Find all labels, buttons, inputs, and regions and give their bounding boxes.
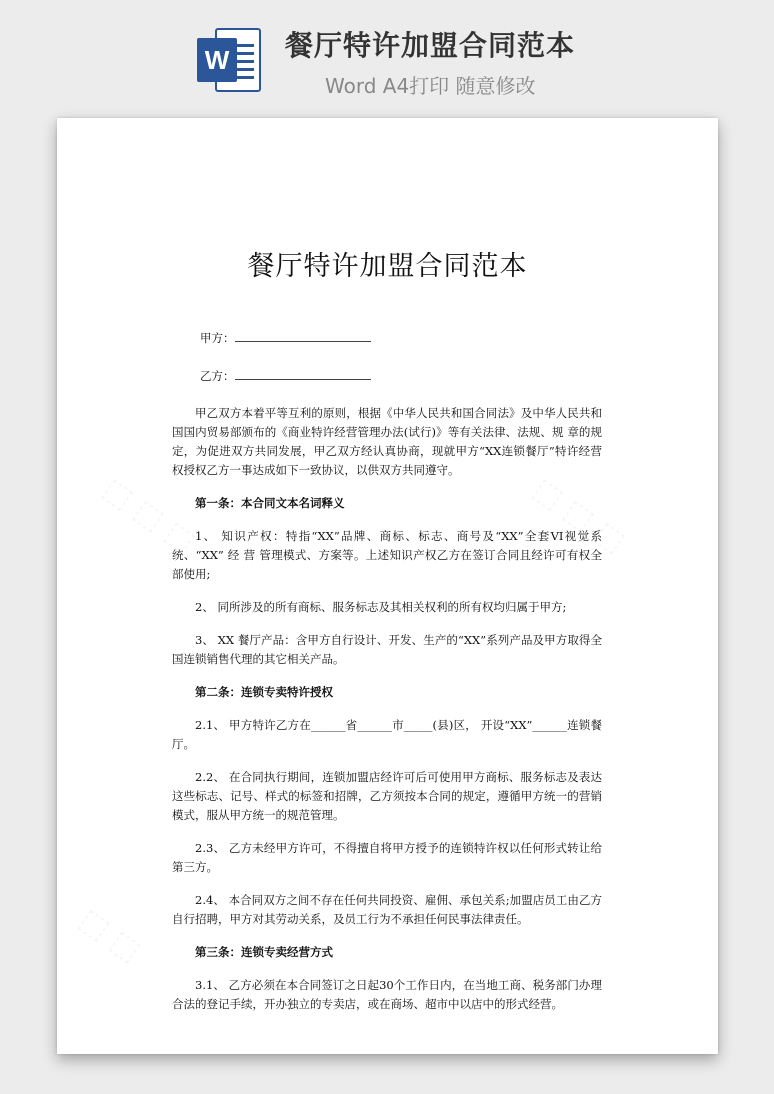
section-2-heading: 第二条：连锁专卖特许授权 (195, 685, 333, 699)
intro-paragraph: 甲乙双方本着平等互利的原则，根据《中华人民共和国合同法》及中华人民共和国国内贸易部颁布的《商业特许经营管理办法(试行)》等有关法律、法规、规 章的规定，为促进双方共同发展，甲乙双方经认真协商，现就甲方“XX连锁餐厅”特许经营权授权乙方一事达成如下一致协议，以供双方共同遵守。 (172, 406, 602, 477)
section-2-paragraph: 2.2、 在合同执行期间，连锁加盟店经许可后可使用甲方商标、服务标志及表达这些标志、记号、样式的标签和招牌，乙方须按本合同的规定，遵循甲方统一的营销模式，服从甲方统一的规范管理。 (172, 770, 602, 822)
document-page (57, 118, 718, 1054)
word-letter-badge: W (197, 38, 237, 82)
party-b-blank[interactable] (235, 366, 371, 380)
party-b-line (200, 366, 602, 386)
document-title: 餐厅特许加盟合同范本 (247, 251, 528, 282)
watermark (73, 902, 147, 969)
section-2-paragraph: 2.1、 甲方特许乙方在______省______市_____(县)区， 开设“XX”______连锁餐厅。 (172, 718, 602, 751)
banner-title: 餐厅特许加盟合同范本 (285, 29, 576, 62)
banner-subtitle: Word A4打印 随意修改 (325, 74, 536, 98)
section-2-paragraph: 2.3、 乙方未经甲方许可，不得擅自将甲方授予的连锁特许权以任何形式转让给第三方。 (172, 841, 602, 874)
word-icon (193, 24, 265, 96)
section-2-paragraph: 2.4、 本合同双方之间不存在任何共同投资、雇佣、承包关系;加盟店员工由乙方自行招聘，甲方对其劳动关系，及员工行为不承担任何民事法律责任。 (172, 893, 602, 926)
section-3-heading: 第三条：连锁专卖经营方式 (195, 945, 333, 959)
party-a-line (200, 328, 602, 348)
party-a-label: 甲方： (200, 331, 235, 345)
section-1-paragraph: 3、 XX 餐厅产品：含甲方自行设计、开发、生产的“XX”系列产品及甲方取得全国连锁销售代理的其它相关产品。 (172, 633, 602, 666)
party-b-label: 乙方： (200, 369, 235, 383)
section-1-heading: 第一条：本合同文本名词释义 (195, 496, 345, 510)
section-1-paragraph: 1、 知识产权：特指“XX”品牌、商标、标志、商号及“XX”全套VI视觉系统、“XX” 经 营 管理模式、方案等。上述知识产权乙方在签订合同且经许可有权全部使用; (172, 529, 602, 581)
header-banner (0, 0, 774, 110)
party-a-blank[interactable] (235, 328, 371, 342)
section-1-paragraph: 2、 同所涉及的所有商标、服务标志及其相关权利的所有权均归属于甲方; (195, 600, 567, 614)
section-3-paragraph: 3.1、 乙方必须在本合同签订之日起30个工作日内，在当地工商、税务部门办理合法的登记手续，开办独立的专卖店，或在商场、超市中以店中的形式经营。 (172, 978, 602, 1011)
document-body (172, 328, 602, 1028)
